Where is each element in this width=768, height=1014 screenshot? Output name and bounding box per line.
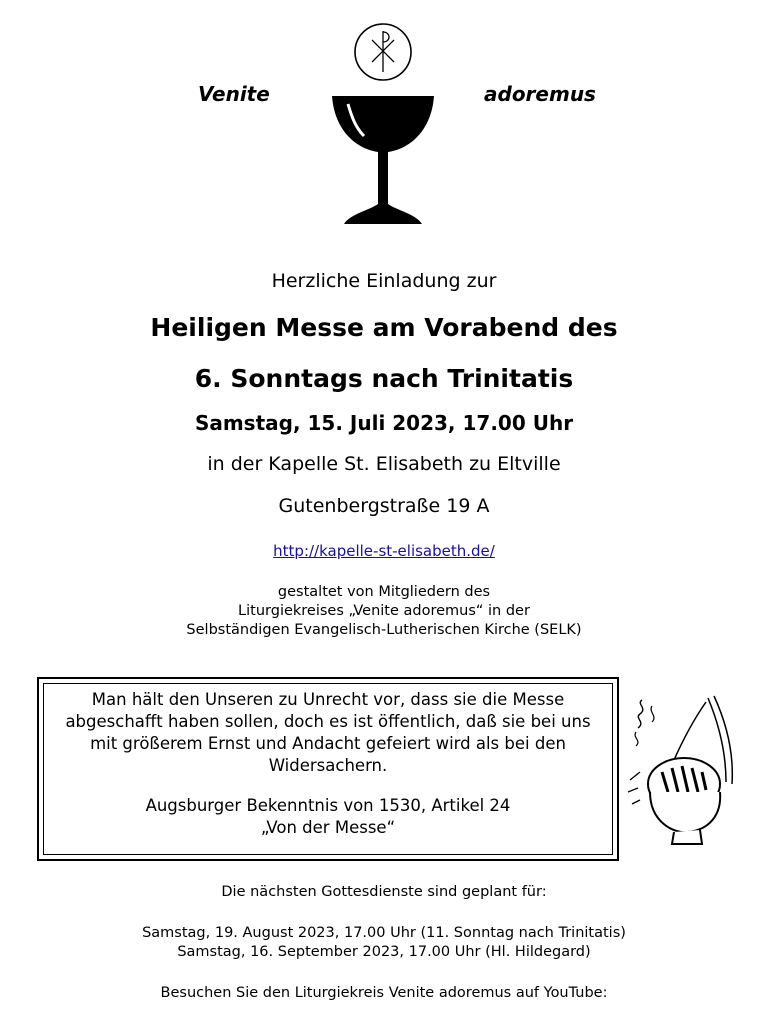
chalice-host-icon [322, 18, 444, 230]
title-line-2: 6. Sonntags nach Trinitatis [194, 364, 574, 393]
service-place: in der Kapelle St. Elisabeth zu Eltville [207, 453, 561, 475]
credits [0, 583, 768, 640]
service-date: Samstag, 15. Juli 2023, 17.00 Uhr [194, 411, 574, 435]
credits-line: Liturgiekreises „Venite adoremus“ in der [238, 603, 530, 619]
youtube-invitation: Besuchen Sie den Liturgiekreis Venite adoremus auf YouTube: [160, 985, 608, 1001]
credits-line: gestaltet von Mitgliedern des [277, 584, 491, 600]
quote-box [37, 677, 619, 861]
quote-line: Widersachern. [268, 756, 388, 775]
service-street: Gutenbergstraße 19 A [278, 495, 490, 517]
upcoming-title: Die nächsten Gottesdienste sind geplant für: [221, 884, 547, 900]
quote-source-line: „Von der Messe“ [260, 818, 396, 837]
latin-venite: Venite [198, 82, 270, 106]
quote-text [39, 689, 617, 777]
upcoming-services [0, 924, 768, 962]
quote-line: abgeschafft haben sollen, doch es ist öffentlich, daß sie bei uns [65, 712, 591, 731]
latin-adoremus: adoremus [484, 82, 596, 106]
title-line-1: Heiligen Messe am Vorabend des [150, 313, 618, 342]
thurible-icon [622, 692, 748, 852]
quote-source [39, 795, 617, 839]
quote-line: mit größerem Ernst und Andacht gefeiert wird als bei den [90, 734, 566, 753]
service-item: Samstag, 16. September 2023, 17.00 Uhr (Hl. Hildegard) [177, 944, 591, 960]
service-item: Samstag, 19. August 2023, 17.00 Uhr (11. Sonntag nach Trinitatis) [142, 925, 626, 941]
website-link[interactable]: http://kapelle-st-elisabeth.de/ [273, 542, 495, 560]
invitation-intro: Herzliche Einladung zur [271, 270, 497, 292]
credits-line: Selbständigen Evangelisch-Lutherischen Kirche (SELK) [186, 622, 582, 638]
quote-source-line: Augsburger Bekenntnis von 1530, Artikel 24 [145, 796, 511, 815]
quote-line: Man hält den Unseren zu Unrecht vor, dass sie die Messe [91, 690, 565, 709]
